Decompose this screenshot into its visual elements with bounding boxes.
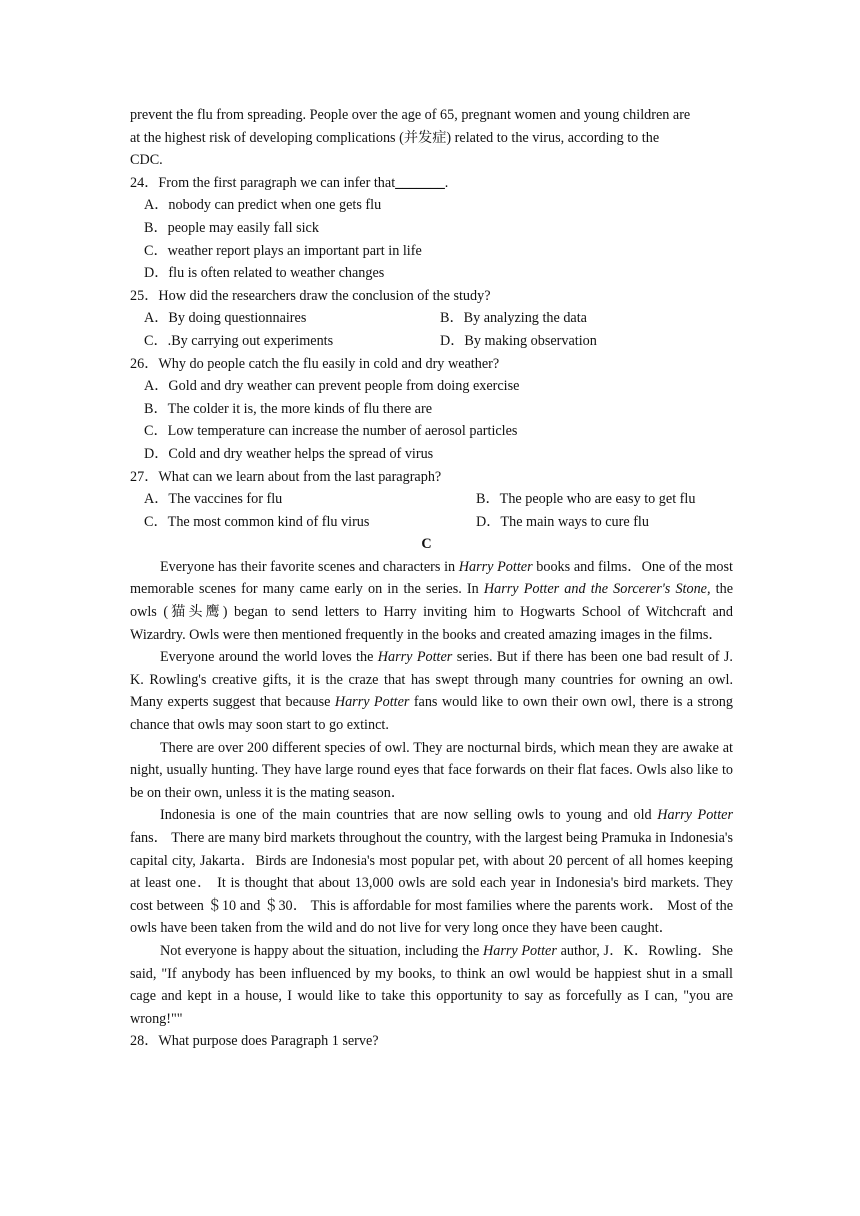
question-26-option-a: A．Gold and dry weather can prevent people from doing exercise [144, 378, 520, 395]
book-title: Harry Potter [458, 558, 533, 575]
question-25-option-d: D．By making observation [440, 332, 597, 349]
question-27-options-row-2 [130, 511, 733, 534]
question-26-option-c: C．Low temperature can increase the number of aerosol particles [144, 423, 518, 440]
intro-line-2: at the highest risk of developing complications (并发症) related to the virus, according to the [130, 129, 660, 146]
question-25-options-row-2 [130, 330, 733, 353]
question-27-option-d: D．The main ways to cure flu [476, 513, 649, 530]
book-title: Harry Potter [377, 649, 453, 666]
question-24-option-c: C．weather report plays an important part in life [144, 242, 422, 259]
document-content [130, 104, 733, 1053]
passage-paragraph-2: Everyone around the world loves the Harry Potter series. But if there has been one bad result of J. K. Rowling's creative gifts, it is the craze that has swept through many countries for owning an owl. Many experts suggest that because Harry Potter fans would like to own their own owl, there is a strong chance that owls may soon start to go extinct. [130, 649, 733, 734]
book-title: Harry Potter and the Sorcerer's Stone [483, 581, 707, 598]
question-27-stem: 27．What can we learn about from the last paragraph? [130, 468, 442, 485]
section-heading: C [421, 536, 432, 553]
question-25-option-b: B．By analyzing the data [440, 310, 587, 327]
passage-paragraph-4: Indonesia is one of the main countries that are now selling owls to young and old Harry Potter fans． There are many bird markets throughout the country, with the largest being Pramuka in Indonesia's capital city, Jakarta．Birds are Indonesia's most popular pet, with about 20 percent of all homes keeping at least one． It is thought that about 13,000 owls are sold each year in Indonesia's bird markets. They cost between ＄10 and ＄30． This is affordable for most families where the parents work． Most of the owls have been taken from the wild and do not live for very long once they have been caught． [130, 807, 733, 937]
question-25-options-row-1 [130, 307, 733, 330]
answer-blank: _______ [395, 174, 445, 191]
intro-line-3: CDC. [130, 152, 163, 169]
question-26-option-d: D．Cold and dry weather helps the spread of virus [144, 445, 434, 462]
question-25-stem: 25．How did the researchers draw the conclusion of the study? [130, 287, 491, 304]
question-26-stem: 26．Why do people catch the flu easily in cold and dry weather? [130, 355, 500, 372]
question-24-option-b: B．people may easily fall sick [144, 219, 319, 236]
question-25-option-a: A．By doing questionnaires [144, 310, 307, 327]
question-28-stem: 28．What purpose does Paragraph 1 serve? [130, 1033, 379, 1050]
passage-paragraph-3: There are over 200 different species of owl. They are nocturnal birds, which mean they are awake at night, usually hunting. They have large round eyes that face forwards on their flat faces. Owls also like to be on their own, unless it is the mating season． [130, 739, 733, 801]
book-title: Harry Potter [657, 807, 733, 824]
intro-line-1: prevent the flu from spreading. People over the age of 65, pregnant women and young children are [130, 107, 691, 123]
question-27-option-c: C．The most common kind of flu virus [144, 513, 370, 530]
question-27-options-row-1 [130, 488, 733, 511]
question-26-option-b: B．The colder it is, the more kinds of flu there are [144, 400, 432, 417]
book-title: Harry Potter [334, 694, 410, 711]
question-27-option-b: B．The people who are easy to get flu [476, 491, 696, 508]
question-25-option-c: C．.By carrying out experiments [144, 332, 334, 349]
question-24-option-d: D．flu is often related to weather changes [144, 265, 385, 282]
passage-paragraph-5: Not everyone is happy about the situation, including the Harry Potter author, J．K．Rowling．She said, "If anybody has been influenced by my books, to think an owl would be happiest shut in a small cage and kept in a house, I would like to take this opportunity to say as forcefully as I can, "you are wrong!"" [130, 942, 733, 1027]
question-27-option-a: A．The vaccines for flu [144, 491, 283, 508]
question-24-option-a: A．nobody can predict when one gets flu [144, 197, 382, 214]
question-24-stem: 24．From the first paragraph we can infer that_______. [130, 174, 449, 191]
book-title: Harry Potter [483, 942, 557, 959]
passage-paragraph-1: Everyone has their favorite scenes and characters in Harry Potter books and films．One of the most memorable scenes for many came early on in the series. In Harry Potter and the Sorcerer's Stone, the owls (猫头鹰) began to send letters to Harry inviting him to Hogwarts School of Witchcraft and Wizardry. Owls were then mentioned frequently in the books and created amazing images in the films． [130, 558, 733, 643]
